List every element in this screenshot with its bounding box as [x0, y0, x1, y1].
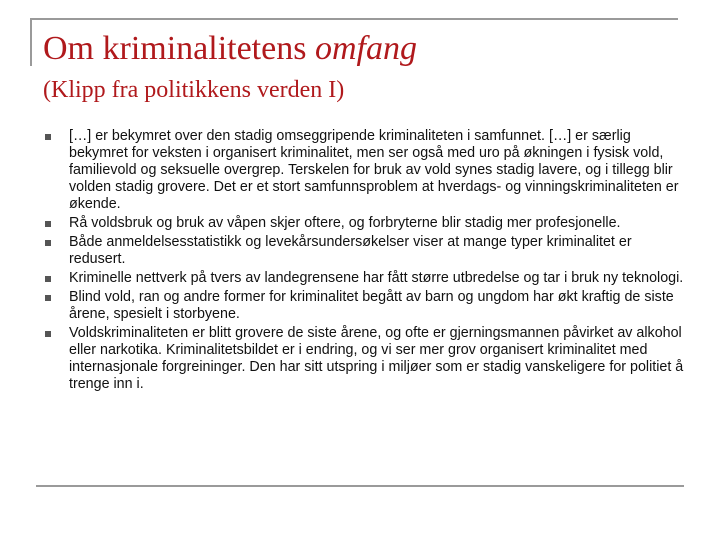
bullet-item: [45, 289, 685, 323]
slide-title-italic: omfang: [314, 30, 417, 67]
square-bullet-icon: [45, 134, 51, 140]
slide-title-regular: Om kriminalitetens: [43, 30, 315, 67]
slide-subtitle: (Klipp fra politikkens verden I): [43, 77, 345, 103]
square-bullet-icon: [45, 295, 51, 301]
bullet-text: Voldskriminaliteten er blitt grovere de siste årene, og ofte er gjerningsmannen påvirket av alkohol eller narkotika. Kriminalitetsbildet er i endring, og vi ser mer grov organisert kriminalitet med internasjonale forgreininger. Den har sitt utspring i miljøer som er stadig vanskeligere for politiet å trenge inn i.: [69, 325, 684, 392]
slide-title: [43, 28, 683, 70]
square-bullet-icon: [45, 221, 51, 227]
bullet-item: [45, 215, 685, 232]
bullet-item: [45, 270, 685, 287]
left-frame-rule: [30, 18, 32, 66]
bullet-item: [45, 325, 685, 393]
bottom-rule: [36, 485, 684, 487]
bullet-text: Blind vold, ran og andre former for kriminalitet begått av barn og ungdom har økt kraftig de siste årene, spesielt i storbyene.: [69, 289, 674, 322]
bullet-text: Rå voldsbruk og bruk av våpen skjer oftere, og forbryterne blir stadig mer profesjonelle.: [69, 215, 621, 231]
square-bullet-icon: [45, 331, 51, 337]
bullet-text: […] er bekymret over den stadig omseggripende kriminaliteten i samfunnet. […] er særlig bekymret for veksten i organisert kriminalitet, men ser også med uro på økningen i fysisk vold, familievold og seksuelle overgrep. Terskelen for bruk av vold synes stadig lavere, og i tillegg blir volden stadig grovere. Det er et stort samfunnsproblem at hverdags- og vinningskriminaliteten er økende.: [69, 128, 679, 212]
bullet-item: [45, 234, 685, 268]
square-bullet-icon: [45, 276, 51, 282]
bullet-item: [45, 128, 685, 213]
square-bullet-icon: [45, 240, 51, 246]
bullet-text: Både anmeldelsesstatistikk og levekårsundersøkelser viser at mange typer kriminalitet er redusert.: [69, 234, 632, 267]
bullet-list: [45, 128, 685, 395]
title-block: [43, 28, 683, 106]
bullet-text: Kriminelle nettverk på tvers av landegrensene har fått større utbredelse og tar i bruk ny teknologi.: [69, 270, 684, 286]
top-frame-rule: [30, 18, 678, 20]
